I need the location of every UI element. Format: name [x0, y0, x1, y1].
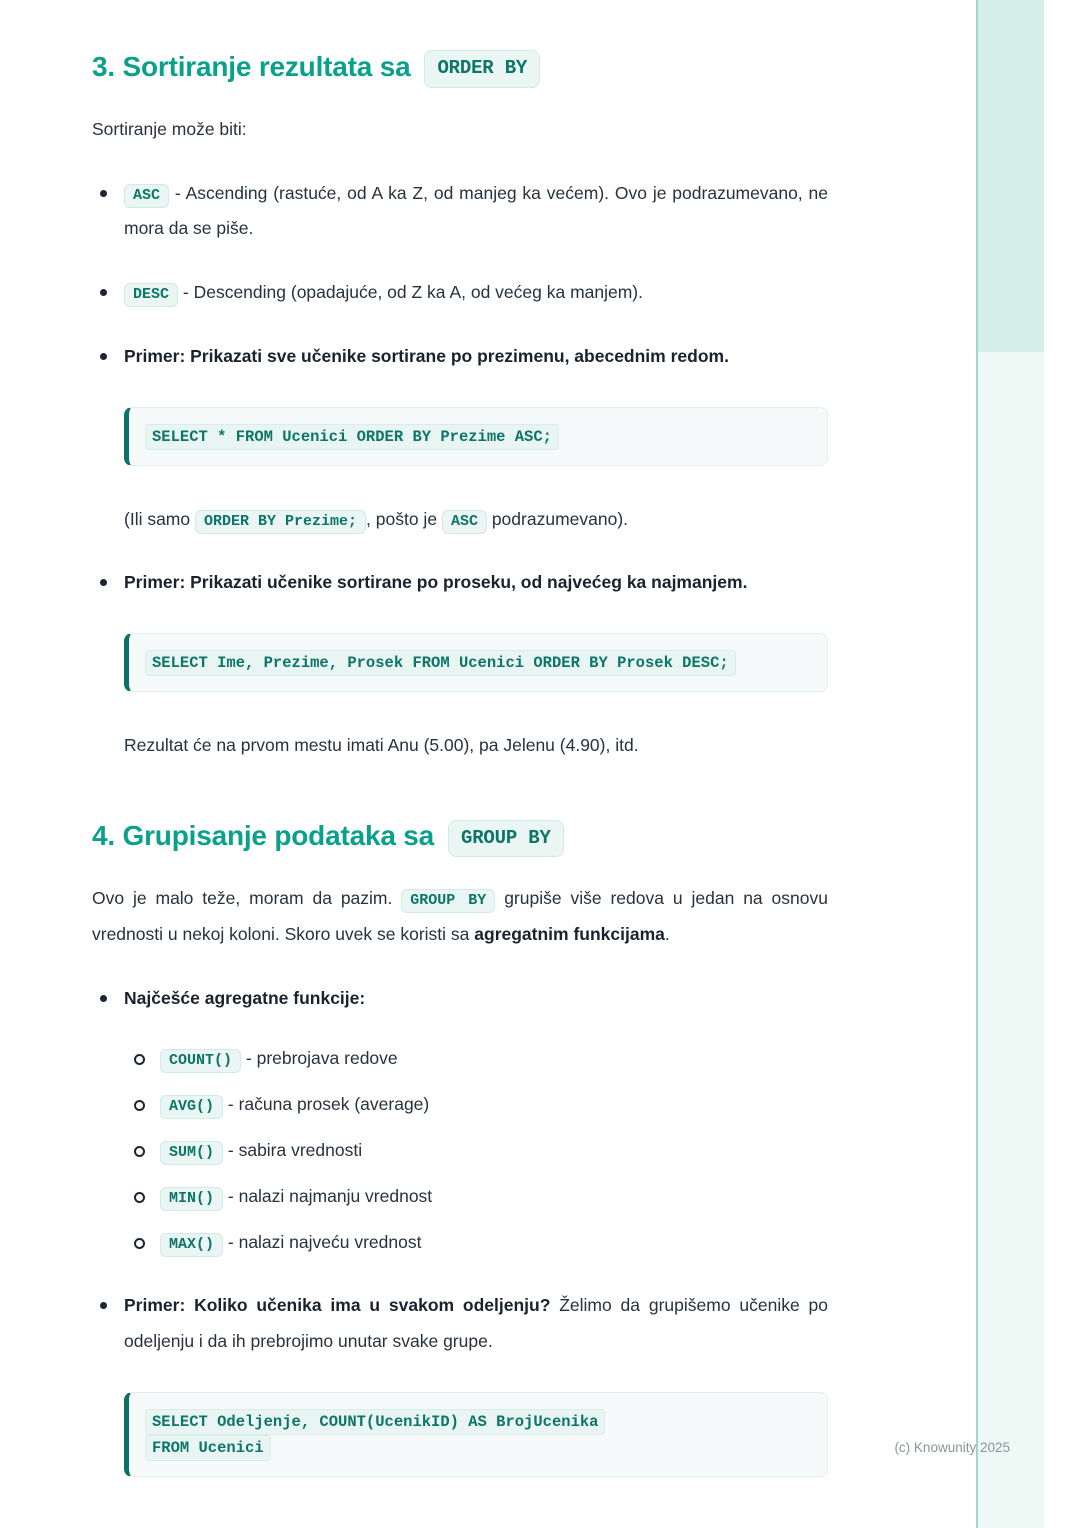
lead-text-bold: agregatnim funkcijama — [474, 924, 665, 945]
group-by-heading-chip: GROUP BY — [448, 820, 564, 858]
example-2-title: Primer: Prikazati učenike sortirane po proseku, od najvećeg ka najmanjem. — [124, 572, 748, 593]
desc-description: - Descending (opadajuće, od Z ka A, od većeg ka manjem). — [182, 282, 644, 303]
sorting-list — [92, 176, 828, 764]
list-item-example-1 — [92, 339, 828, 537]
grouping-lead-paragraph — [92, 881, 828, 953]
sql-statement: SELECT Ime, Prezime, Prosek FROM Ucenici ORDER BY Prosek DESC; — [145, 650, 736, 676]
list-item-groupby-example — [92, 1288, 828, 1477]
min-description: - nalazi najmanju vrednost — [227, 1186, 433, 1206]
max-chip: MAX() — [160, 1233, 223, 1257]
asc-chip: ASC — [124, 184, 169, 208]
code-line — [145, 427, 811, 446]
lead-text-pre: Ovo je malo teže, moram da pazim. — [92, 888, 393, 909]
list-item-sum — [124, 1133, 828, 1168]
code-line — [145, 1412, 811, 1431]
asc-note-chip: ASC — [442, 510, 487, 534]
list-item-example-2 — [92, 565, 828, 763]
example-2-result-note: Rezultat će na prvom mestu imati Anu (5.00), pa Jelenu (4.90), itd. — [124, 734, 639, 755]
min-chip: MIN() — [160, 1187, 223, 1211]
groupby-example-title: Primer: Koliko učenika ima u svakom odeljenju? — [124, 1295, 551, 1315]
note-text-post: podrazumevano). — [491, 508, 629, 529]
document-content — [92, 48, 828, 1513]
code-line — [145, 653, 811, 672]
note-text-pre: (Ili samo — [124, 508, 191, 529]
lead-text-mid: grupiše više redova u jedan na osnovu vrednosti u nekoj koloni. Skoro uvek se koristi sa — [92, 888, 828, 945]
count-chip: COUNT() — [160, 1049, 241, 1073]
code-line — [145, 1438, 811, 1457]
grouping-list — [92, 981, 828, 1477]
sql-statement-line-1: SELECT Odeljenje, COUNT(UcenikID) AS BrojUcenika — [145, 1409, 605, 1435]
section-3-heading — [92, 48, 828, 86]
avg-description: - računa prosek (average) — [227, 1094, 430, 1114]
lead-text-post: . — [664, 924, 670, 945]
example-1-note — [124, 502, 828, 538]
sorting-lead-paragraph: Sortiranje može biti: — [92, 118, 247, 139]
count-description: - prebrojava redove — [245, 1048, 398, 1068]
groupby-example-text: Želimo da grupišemo učenike po odeljenju i da ih prebrojimo unutar svake grupe. — [124, 1295, 828, 1351]
list-item-min — [124, 1179, 828, 1214]
section-4-title: 4. Grupisanje podataka sa — [92, 820, 435, 852]
section-4-heading — [92, 818, 828, 856]
list-item-count — [124, 1041, 828, 1076]
side-decoration-top-block — [978, 0, 1044, 352]
avg-chip: AVG() — [160, 1095, 223, 1119]
aggregate-functions-sublist — [124, 1041, 828, 1260]
sql-code-block-1 — [124, 407, 828, 466]
sql-code-block-3 — [124, 1392, 828, 1477]
note-text-mid: , pošto je — [366, 508, 438, 529]
sum-chip: SUM() — [160, 1141, 223, 1165]
list-item-asc — [92, 176, 828, 248]
example-1-title: Primer: Prikazati sve učenike sortirane po prezimenu, abecednim redom. — [124, 346, 729, 367]
aggregate-functions-title: Najčešće agregatne funkcije: — [124, 988, 366, 1009]
sql-statement: SELECT * FROM Ucenici ORDER BY Prezime ASC; — [145, 424, 559, 450]
list-item-max — [124, 1225, 828, 1260]
section-3-title: 3. Sortiranje rezultata sa — [92, 50, 411, 82]
sum-description: - sabira vrednosti — [227, 1140, 363, 1160]
order-by-heading-chip: ORDER BY — [424, 50, 540, 88]
group-by-inline-chip: GROUP BY — [401, 889, 495, 913]
sql-statement-line-2: FROM Ucenici — [145, 1435, 271, 1461]
asc-description: - Ascending (rastuće, od A ka Z, od manjeg ka većem). Ovo je podrazumevano, ne mora da se piše. — [124, 182, 828, 239]
copyright-footer: (c) Knowunity 2025 — [894, 1440, 1010, 1455]
list-item-aggregate-functions — [92, 981, 828, 1260]
list-item-desc — [92, 275, 828, 311]
list-item-avg — [124, 1087, 828, 1122]
max-description: - nalazi najveću vrednost — [227, 1232, 422, 1252]
order-by-prezime-chip: ORDER BY Prezime; — [195, 510, 366, 534]
side-decoration-band — [976, 0, 1044, 1528]
sql-code-block-2 — [124, 633, 828, 692]
desc-chip: DESC — [124, 283, 178, 307]
